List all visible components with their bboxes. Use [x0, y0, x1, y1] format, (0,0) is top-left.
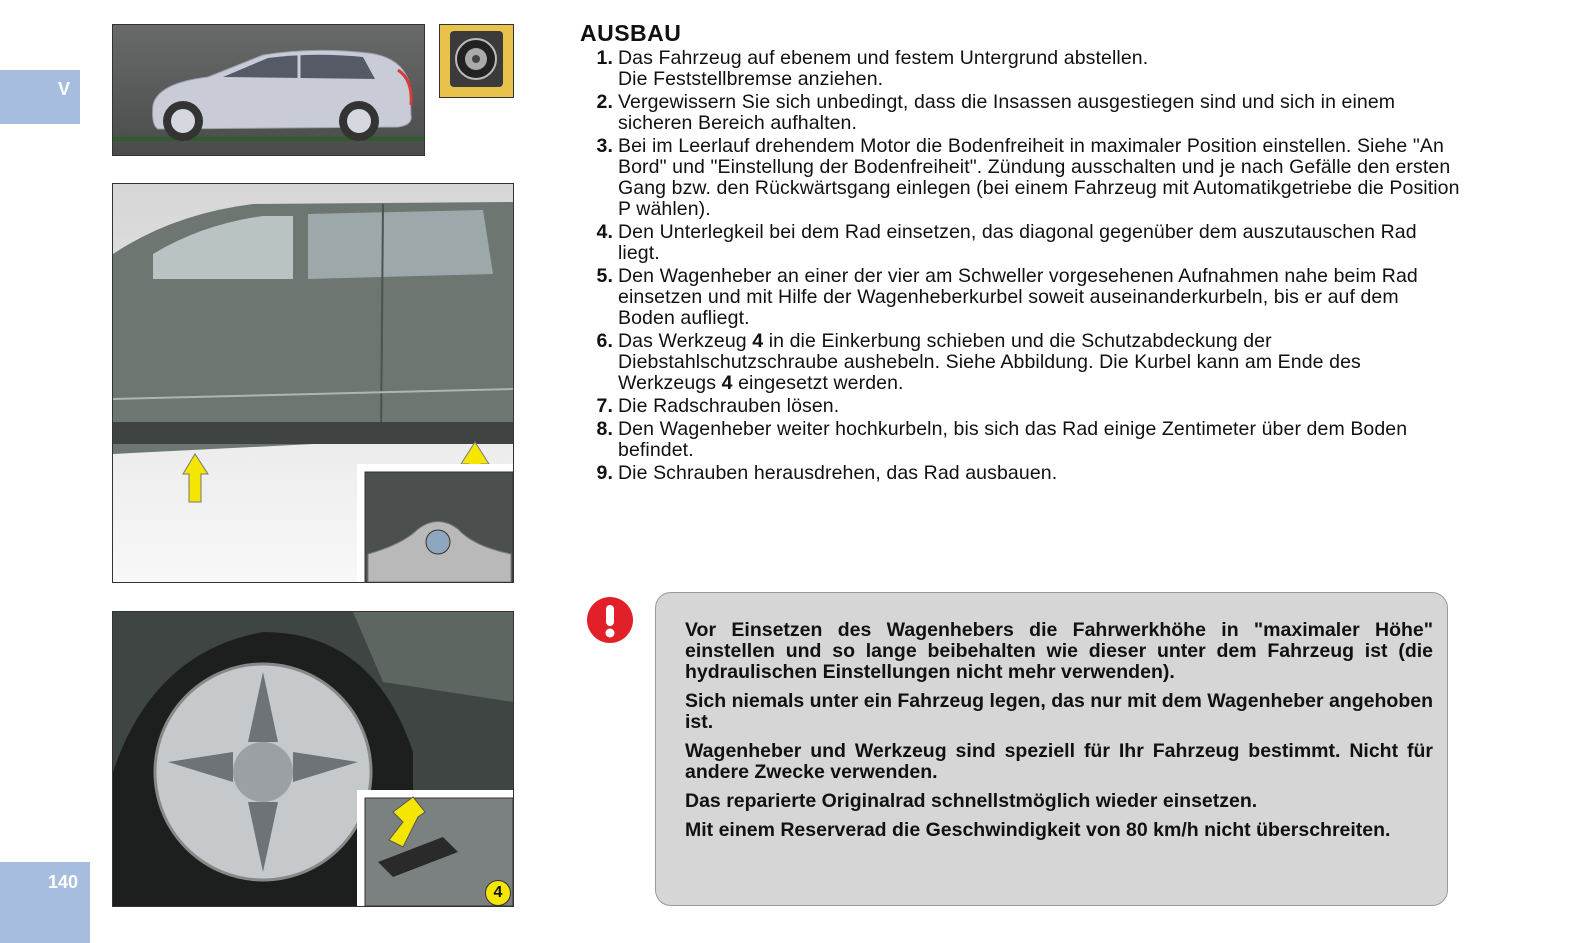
warning-paragraph: Wagenheber und Werkzeug sind speziell für Ihr Fahrzeug bestimmt. Nicht für andere Zwecke verwenden. [685, 740, 1433, 783]
tool-reference: 4 [721, 372, 733, 394]
step-number: 7. [596, 395, 613, 417]
list-item [580, 266, 1460, 329]
step-number: 4. [596, 221, 613, 243]
step-text: in die Einkerbung schieben und die Schutzabdeckung der Diebstahlschutzschraube aushebeln. Siehe Abbildung. Die Kurbel kann am Ende des Werkzeugs [618, 330, 1361, 394]
sill-jacking-points-illustration [112, 183, 514, 583]
tool-badge [485, 880, 511, 906]
step-text: Die Feststellbremse anziehen. [618, 68, 884, 90]
step-text: Den Unterlegkeil bei dem Rad einsetzen, das diagonal gegenüber dem auszutauschen Rad liegt. [618, 221, 1417, 264]
warning-paragraph: Sich niemals unter ein Fahrzeug legen, das nur mit dem Wagenheber angehoben ist. [685, 690, 1433, 733]
step-text: Vergewissern Sie sich unbedingt, dass die Insassen ausgestiegen sind und sich in einem sicheren Bereich aufhalten. [618, 91, 1396, 134]
list-item [580, 463, 1460, 484]
tool-badge-label: 4 [493, 884, 503, 901]
step-number: 1. [596, 47, 613, 69]
step-number: 8. [596, 418, 613, 440]
list-item [580, 419, 1460, 461]
step-number: 6. [596, 330, 613, 352]
step-number: 2. [596, 91, 613, 113]
step-text: Den Wagenheber weiter hochkurbeln, bis sich das Rad einige Zentimeter über dem Boden befindet. [618, 418, 1408, 461]
step-text: Das Fahrzeug auf ebenem und festem Untergrund abstellen. [618, 47, 1149, 69]
steps-list [580, 48, 1460, 484]
step-text: Den Wagenheber an einer der vier am Schweller vorgesehenen Aufnahmen nahe beim Rad einsetzen und mit Hilfe der Wagenheberkurbel soweit auseinanderkurbeln, bis er auf dem Boden aufliegt. [618, 265, 1418, 329]
section-title: AUSBAU [580, 20, 682, 46]
step-number: 5. [596, 265, 613, 287]
list-item [580, 48, 1460, 90]
step-text: Die Schrauben herausdrehen, das Rad ausbauen. [618, 462, 1058, 484]
spare-wheel-icon [439, 24, 514, 98]
step-text: eingesetzt werden. [732, 372, 904, 394]
car-side-illustration [112, 24, 425, 156]
list-item [580, 396, 1460, 417]
exclamation-icon [586, 596, 634, 644]
warning-paragraph: Das reparierte Originalrad schnellstmöglich wieder einsetzen. [685, 790, 1258, 812]
page-number-tab [0, 862, 90, 943]
step-text: Das Werkzeug [618, 330, 753, 352]
list-item [580, 92, 1460, 134]
tool-reference: 4 [752, 330, 764, 352]
warning-paragraph: Mit einem Reserverad die Geschwindigkeit von 80 km/h nicht überschreiten. [685, 819, 1391, 841]
step-number: 3. [596, 135, 613, 157]
wheel-tool-illustration [112, 611, 514, 907]
step-number: 9. [596, 462, 613, 484]
warning-box [655, 592, 1448, 906]
warning-paragraph: Vor Einsetzen des Wagenhebers die Fahrwerkhöhe in "maximaler Höhe" einstellen und so lange beibehalten wie dieser unter dem Fahrzeug ist (die hydraulischen Einstellungen nicht mehr verwenden). [685, 619, 1433, 683]
chapter-tab [0, 70, 80, 124]
instructions-section [580, 20, 1460, 484]
step-text: Die Radschrauben lösen. [618, 395, 840, 417]
list-item [580, 136, 1460, 220]
step-text: Bei im Leerlauf drehendem Motor die Bodenfreiheit in maximaler Position einstellen. Siehe "An Bord" und "Einstellung der Bodenfreiheit". Zündung ausschalten und je nach Gefälle den ersten Gang bzw. den Rückwärtsgang einlegen (bei einem Fahrzeug mit Automatikgetriebe die Position P wählen). [618, 135, 1460, 220]
list-item [580, 331, 1460, 394]
chapter-label: V [58, 79, 71, 99]
list-item [580, 222, 1460, 264]
page-number: 140 [48, 872, 79, 892]
